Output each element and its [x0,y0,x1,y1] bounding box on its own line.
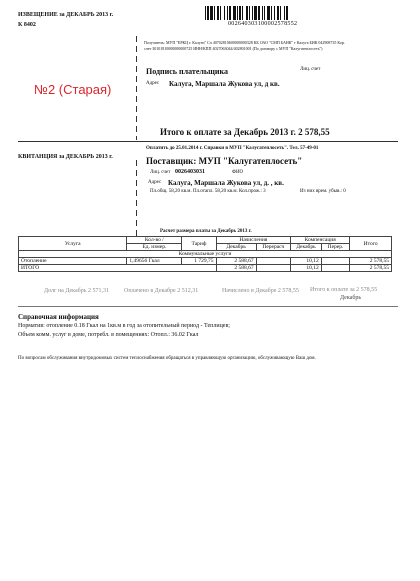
recipient-line-1: Получатель: МУП "ЕРКЦ г. Калуги" Сч 40702810600000000328 КБ ОАО "СМП БАНК" г Калуга БИК 042908735 Кор. [144,40,345,45]
header-comp-december: Декабрь [291,244,322,251]
summary-total-to-pay: Итого к оплате за 2 578,55 [310,287,378,293]
row-service: Отопление [19,258,127,265]
summary-total-month: Декабрь [340,295,362,301]
section-communal-services: Коммунальные услуги [19,251,392,258]
header-accruals: Начисления [216,237,291,244]
summary-separator [18,306,398,307]
total-december: 2 588,67 [216,265,256,272]
receipt-account-label: Лиц. счет [150,170,171,175]
receipt-account-value: 0026403031 [175,169,205,175]
barcode-image [205,6,327,20]
pay-until-note: Оплатить до 25.01.2014 г. Справки в МУП "Калугатеплосеть". Тел. 57-49-01 [146,146,319,151]
total-comp-december: 10,12 [291,265,322,272]
header-tariff: Тариф [182,237,216,251]
header-compensation: Компенсация [291,237,350,244]
header-qty: Кол-во / [127,237,182,244]
notice-receipt-separator [18,141,398,142]
header-total: Итого [350,237,392,251]
summary-paid: Оплачено в Декабре 2 512,31 [124,288,199,294]
header-service: Услуга [19,237,127,251]
calc-section-row [19,251,392,258]
total-to-pay: Итого к оплате за Декабрь 2013 г. 2 578,55 [160,127,330,137]
table-row [19,258,392,265]
header-comp-recalc: Перер. [321,244,350,251]
supplier-name: Поставщик: МУП "Калугатеплосеть" [146,156,303,166]
header-december: Декабрь [216,244,256,251]
info-title: Справочная информация [18,313,99,321]
total-sum: 2 578,55 [350,265,392,272]
row-comp-december: 10,12 [291,258,322,265]
calc-table-caption: Расчет размера платы за Декабрь 2013 г. [160,229,252,234]
temporarily-absent: Из них врем. убыв.: 0 [300,189,346,194]
barcode-number: 002640303100002578552 [228,21,298,27]
receipt-title: КВИТАНЦИЯ за ДЕКАБРЬ 2013 г. [18,154,113,160]
row-total: 2 578,55 [350,258,392,265]
row-comp-recalc [321,258,350,265]
receipt-address-label: Адрес [148,180,162,185]
row-qty: 1,49656 Гкал [127,258,182,265]
row-december: 2 588,67 [216,258,256,265]
summary-accrued: Начислено в Декабре 2 578,55 [222,288,299,294]
info-volume: Объем комм. услуг в доме, потребл. в помещениях: Отопл.: 36.02 Гкал [18,332,199,338]
fio-label: ФИО [232,170,244,175]
account-label: Лиц. счет [300,67,321,72]
calc-table [18,236,392,272]
notice-code: К 8402 [18,22,36,28]
footer-note: По вопросам обслуживания внутридомовых систем теплоснабжения обращаться в управляющую организацию, обслуживающую Ваш дом. [18,356,316,361]
header-recalc: Перерасч [256,244,291,251]
payer-address: Калуга, Маршала Жукова ул, д кв. [169,80,280,88]
recipient-line-2: счет 30101810000000000725 ИНН/КПП 4027063044/402801001 (По договору с МУП "Калугатеплосеть") [144,46,323,51]
address-label: Адрес [146,81,160,86]
info-norm: Норматив: отопление 0.18 Гкал на 1кв.м в год за отопительный период - Теплицев; [18,323,230,329]
payer-signature-label: Подпись плательщика [146,67,228,76]
total-label: ИТОГО [19,265,217,272]
receipt-address: Калуга, Маршала Жукова ул, д. , кв. [168,179,284,187]
notice-divider [136,36,137,140]
stamp-old-number: №2 (Старая) [34,82,112,97]
area-line: Пл.общ. 58,20 кв.м. Пл.отапл. 58,20 кв.м. Кол.прож.: 3 [150,189,266,194]
table-total-row [19,265,392,272]
calc-header-row-1 [19,237,392,244]
receipt-divider [136,160,137,240]
row-recalc [256,258,291,265]
summary-debt: Долг на Декабрь 2 571,31 [44,288,109,294]
header-unit: Ед. измер. [127,244,182,251]
notice-title: ИЗВЕЩЕНИЕ за ДЕКАБРЬ 2013 г. [18,12,114,18]
row-tariff: 1 729,75 [182,258,216,265]
